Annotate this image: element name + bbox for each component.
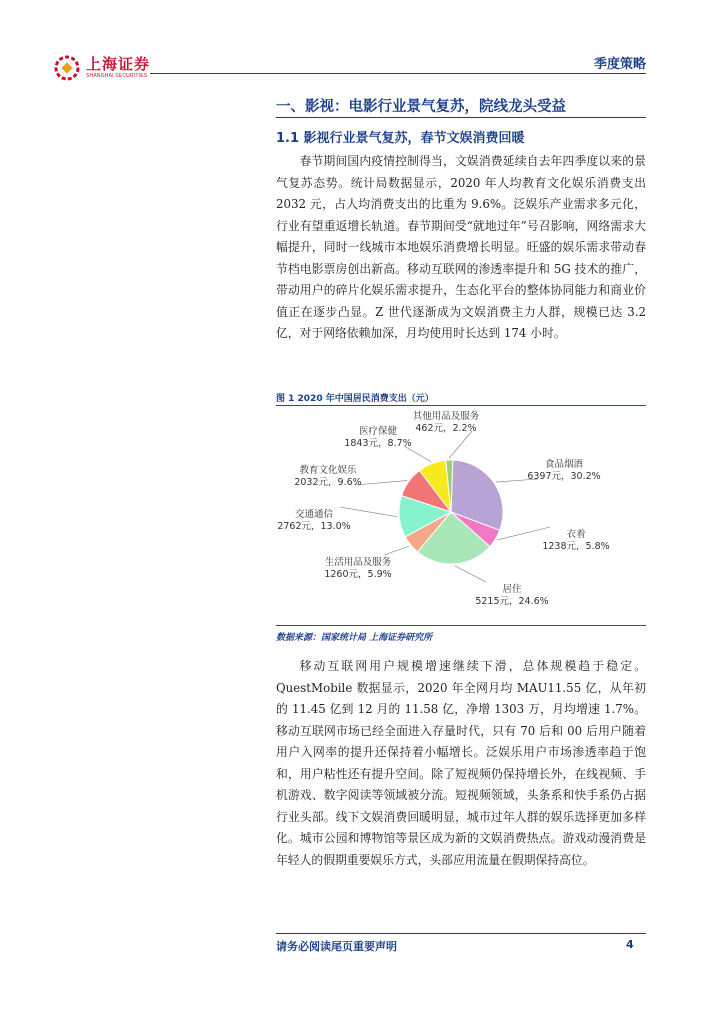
section-title-divider [276,117,646,118]
section-subtitle: 1.1 影视行业景气复苏，春节文娱消费回暖 [276,131,525,146]
pie-value-label: 462元，2.2% [415,423,477,434]
pie-value-label: 6397元，30.2% [527,471,601,482]
figure-top-rule [276,405,646,406]
figure-bottom-rule [276,625,646,626]
pie-category-label: 医疗保健 [358,426,398,437]
figure-source: 数据来源：国家统计局 上海证券研究所 [276,633,433,643]
pie-category-label: 其他用品及服务 [412,411,480,422]
pie-leader-line [455,566,486,582]
pie-leader-line [497,527,550,540]
pie-leader-line [340,507,397,517]
pie-value-label: 2032元，9.6% [294,477,362,488]
pie-leader-line [354,481,407,485]
pie-category-label: 交通通信 [294,509,334,520]
pie-value-label: 2762元，13.0% [277,521,351,532]
page-number: 4 [626,938,634,951]
pie-leader-line [384,546,409,555]
body-paragraph-2: 移动互联网用户规模增速继续下滑，总体规模趋于稳定。QuestMobile 数据显示，2020 年全网月均 MAU11.55 亿，从年初的 11.45 亿到 12 月的 11.58 亿，净增 1303 万，月均增速 1.7%。移动互联网市场已经全面进入存量时代，只有 70 后和 00 后用户随着用户入网率的提升还保持着小幅增长。泛娱乐用户市场渗透率趋于饱和，用户粘性还有提升空间。除了短视频仍保持增长外，在线视频、手机游戏、数字阅读等领域被分流。短视频领域，头条系和快手系仍占据行业头部。线下文娱消费回暖明显，城市过年人群的娱乐选择更加多样化。城市公园和博物馆等景区成为新的文娱消费热点。游戏动漫消费是年轻人的假期重要娱乐方式，头部应用流量在假期保持高位。 [276,659,646,867]
pie-category-label: 食品烟酒 [544,459,584,470]
pie-category-label: 教育文化娱乐 [299,465,357,476]
pie-chart [276,407,646,623]
pie-value-label: 1238元，5.8% [542,541,610,552]
footer-disclaimer: 请务必阅读尾页重要声明 [276,940,397,953]
pie-category-label: 居住 [502,584,522,595]
pie-category-label: 生活用品及服务 [324,557,392,568]
footer-divider [276,933,646,934]
pie-value-label: 1260元，5.9% [324,569,392,580]
pie-category-label: 衣着 [566,529,586,540]
pie-value-label: 5215元，24.6% [475,596,549,607]
figure-title: 图 1 2020 年中国居民消费支出（元） [276,394,434,404]
body-paragraph-1: 春节期间国内疫情控制得当，文娱消费延续自去年四季度以来的景气复苏态势。统计局数据显示，2020 年人均教育文化娱乐消费支出 2032 元，占人均消费支出的比重为 9.6%。泛娱乐产业需求多元化，行业有望重返增长轨道。春节期间受“就地过年”号召影响，网络需求大幅提升，同时一线城市本地娱乐消费增长明显。旺盛的娱乐需求带动春节档电影票房创出新高。移动互联网的渗透率提升和 5G 技术的推广，带动用户的碎片化娱乐需求提升，生态化平台的整体协同能力和商业价值正在逐步凸显。Z 世代逐渐成为文娱消费主力人群，规模已达 3.2 亿，对于网络依赖加深，月均使用时长达到 174 小时。 [276,154,646,340]
section-title: 一、影视：电影行业景气复苏，院线龙头受益 [276,99,566,115]
report-type: 季度策略 [593,57,646,72]
logo-name-en: SHANGHAI SECURITIES [86,73,148,79]
logo-emblem-icon [54,55,80,81]
logo-name-cn: 上海证券 [86,55,151,73]
pie-leader-line [449,431,472,458]
company-logo [54,55,150,81]
pie-value-label: 1843元，8.7% [344,438,412,449]
header-divider [150,73,646,74]
